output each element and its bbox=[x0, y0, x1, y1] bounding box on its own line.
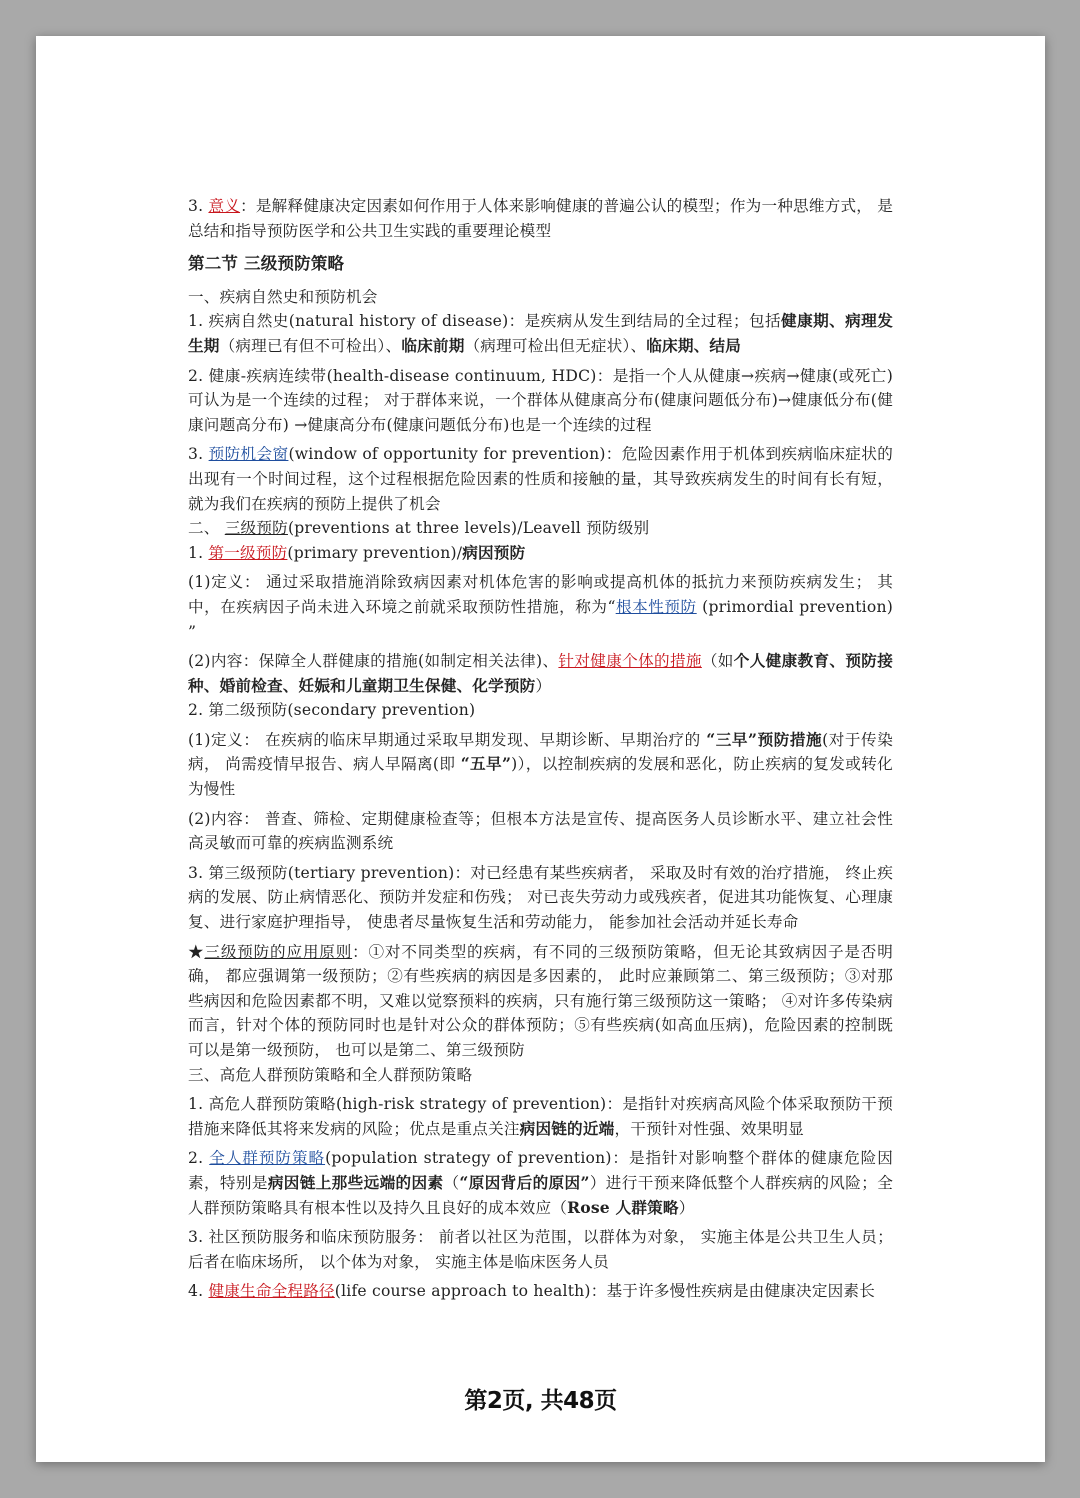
page-number: 第2页, 共48页 bbox=[464, 1388, 617, 1414]
term-primordial: 根本性预防 bbox=[615, 597, 697, 616]
population-strategy-paragraph bbox=[188, 1146, 893, 1220]
paragraph-text: ，干预针对性强、效果明显 bbox=[614, 1119, 804, 1138]
paragraph-text: ：①对不同类型的疾病，有不同的三级预防策略，但无论其致病因子是否明确， 都应强调第一级预防；②有些疾病的病因是多因素的， 此时应兼顾第二、第三级预防；③对那些病因和危险因素都不明，又难以觉察预料的疾病，只有施行第三级预防这一策略； ④对许多传染病而言，针对个体的预防同时也是针对公众的群体预防；⑤有些疾病(如高血压病)，危险因素的控制既可以是第一级预防， 也可以是第二、第三级预防 bbox=[188, 942, 893, 1059]
term-window: 预防机会窗 bbox=[208, 445, 289, 464]
continuum-paragraph: 2. 健康-疾病连续带(health-disease continuum, HDC)：是指一个人从健康→疾病→健康(或死亡)可认为是一个连续的过程； 对于群体来说，一个群体从健康高分布(健康问题低分布)→健康低分布(健康问题高分布) →健康高分布(健康问题低分布)也是一个连续的过程 bbox=[188, 366, 893, 434]
secondary-prevention-title: 2. 第二级预防(secondary prevention) bbox=[188, 701, 476, 720]
life-course-paragraph bbox=[188, 1279, 893, 1304]
bold-text: 病因链上那些远端的因素 bbox=[267, 1172, 444, 1192]
bold-text: 临床前期 bbox=[401, 335, 465, 355]
paragraph-text: (对于传染病， 尚需疫情早报告、病人早隔离(即 bbox=[188, 730, 893, 774]
secondary-content: (2)内容： 普查、筛检、定期健康检查等；但根本方法是宣传、提高医务人员诊断水平、建立社会性高灵敏而可靠的疾病监测系统 bbox=[188, 809, 893, 853]
subsection-heading-3: 三、高危人群预防策略和全人群预防策略 bbox=[188, 1065, 473, 1084]
paragraph-text: ） bbox=[678, 1198, 695, 1217]
section-title: 第二节 三级预防策略 bbox=[188, 254, 345, 274]
paragraph-text: ：是解释健康决定因素如何作用于人体来影响健康的普遍公认的模型；作为一种思维方式， 是总结和指导预防医学和公共卫生实践的重要理论模型 bbox=[188, 197, 894, 240]
heading-text: (preventions at three levels)/Leavell 预防级别 bbox=[287, 519, 650, 538]
paragraph-text: (primary prevention)/ bbox=[287, 543, 463, 562]
principle-paragraph bbox=[188, 940, 893, 1063]
heading-prefix: 二、 bbox=[188, 519, 225, 538]
bold-text: “原因背后的原因” bbox=[459, 1172, 590, 1192]
term-primary: 第一级预防 bbox=[208, 543, 288, 562]
community-clinical-paragraph: 3. 社区预防服务和临床预防服务： 前者以社区为范围，以群体为对象， 实施主体是公共卫生人员； 后者在临床场所， 以个体为对象， 实施主体是临床医务人员 bbox=[188, 1228, 893, 1271]
paragraph-text: （病理已有但不可检出）、 bbox=[219, 336, 402, 355]
item-number: 3. bbox=[188, 445, 209, 464]
tertiary-prevention-paragraph: 3. 第三级预防(tertiary prevention)：对已经患有某些疾病者， 采取及时有效的治疗措施， 终止疾病的发展、防止病情恶化、预防并发症和伤残； 对已丧失劳动力或残疾者，促进其功能恢复、心理康复、进行家庭护理指导， 使患者尽量恢复生活和劳动能力， 能参加社会活动并延长寿命 bbox=[188, 863, 893, 932]
paragraph-text: (primordial prevention) ” bbox=[188, 597, 893, 641]
subsection-heading-1: 一、疾病自然史和预防机会 bbox=[188, 287, 378, 306]
paragraph-text: (1)定义： 在疾病的临床早期通过采取早期发现、早期诊断、早期治疗的 bbox=[188, 730, 707, 749]
paragraph-text: (2)内容：保障全人群健康的措施(如制定相关法律)、 bbox=[188, 652, 559, 671]
paragraph-text: （ bbox=[443, 1173, 460, 1192]
paragraph-text: 1. 高危人群预防策略(high-risk strategy of prevention)：是指针对疾病高风险个体采取预防干预措施来降低其将来发病的风险；优点是重点关注 bbox=[188, 1095, 893, 1138]
paragraph-text: ） bbox=[535, 676, 552, 695]
primary-prevention-title bbox=[188, 541, 893, 566]
term-population-strategy: 全人群预防策略 bbox=[209, 1149, 326, 1168]
high-risk-paragraph bbox=[188, 1092, 893, 1141]
term-principle: 三级预防的应用原则 bbox=[204, 942, 353, 961]
paragraph-text: (1)定义： 通过采取措施消除致病因素对机体危害的影响或提高机体的抵抗力来预防疾病发生； 其中，在疾病因子尚未进入环境之前就采取预防性措施，称为“ bbox=[188, 573, 893, 616]
bold-text: 健康期、病理发生期 bbox=[188, 311, 893, 355]
paragraph-text: (population strategy of prevention)：是指针对影响整个群体的健康危险因素，特别是 bbox=[188, 1149, 894, 1192]
term-three-levels: 三级预防 bbox=[224, 519, 288, 538]
subsection-heading-2 bbox=[188, 516, 893, 541]
document-page bbox=[36, 36, 1045, 1462]
bold-text: “三早”预防措施 bbox=[706, 729, 823, 749]
star-icon: ★ bbox=[188, 942, 205, 961]
paragraph-text: (window of opportunity for prevention)：危险因素作用于机体到疾病临床症状的出现有一个时间过程，这个过程根据危险因素的性质和接触的量，其导致疾病发生的时间有长有短，就为我们在疾病的预防上提供了机会 bbox=[188, 445, 893, 513]
paragraph-text: 1. 疾病自然史(natural history of disease)：是疾病从发生到结局的全过程；包括 bbox=[188, 312, 782, 331]
meaning-paragraph bbox=[188, 194, 893, 243]
term-meaning: 意义 bbox=[208, 197, 241, 215]
item-number: 2. bbox=[188, 1149, 210, 1168]
term-individual-measures: 针对健康个体的措施 bbox=[558, 652, 702, 671]
bold-text: 病因预防 bbox=[462, 542, 526, 562]
paragraph-text: （病理可检出但无症状）、 bbox=[464, 336, 647, 355]
primary-content bbox=[188, 649, 893, 698]
paragraph-text: ）进行干预来降低整个人群疾病的风险；全人群预防策略具有根本性以及持久且良好的成本效应（ bbox=[188, 1173, 893, 1217]
paragraph-text: （如 bbox=[701, 652, 734, 671]
item-number: 3. bbox=[188, 197, 209, 215]
primary-definition bbox=[188, 570, 893, 644]
bold-text: “五早” bbox=[460, 754, 512, 774]
page-content bbox=[188, 194, 893, 1304]
item-number: 4. bbox=[188, 1282, 209, 1301]
bold-text: 临床期、结局 bbox=[646, 335, 742, 355]
term-life-course: 健康生命全程路径 bbox=[208, 1282, 335, 1301]
secondary-definition bbox=[188, 728, 893, 802]
item-number: 1. bbox=[188, 543, 209, 562]
window-paragraph bbox=[188, 442, 893, 516]
bold-text: Rose 人群策略 bbox=[567, 1197, 679, 1217]
natural-history-paragraph bbox=[188, 309, 893, 358]
paragraph-text: (life course approach to health)：基于许多慢性疾病是由健康决定因素长 bbox=[334, 1282, 875, 1301]
bold-text: 病因链的近端 bbox=[519, 1118, 615, 1138]
bold-text: 个人健康教育、预防接种、婚前检查、妊娠和儿童期卫生保健、化学预防 bbox=[188, 651, 893, 695]
paragraph-text: )），以控制疾病的发展和恶化，防止疾病的复发或转化为慢性 bbox=[188, 755, 893, 799]
